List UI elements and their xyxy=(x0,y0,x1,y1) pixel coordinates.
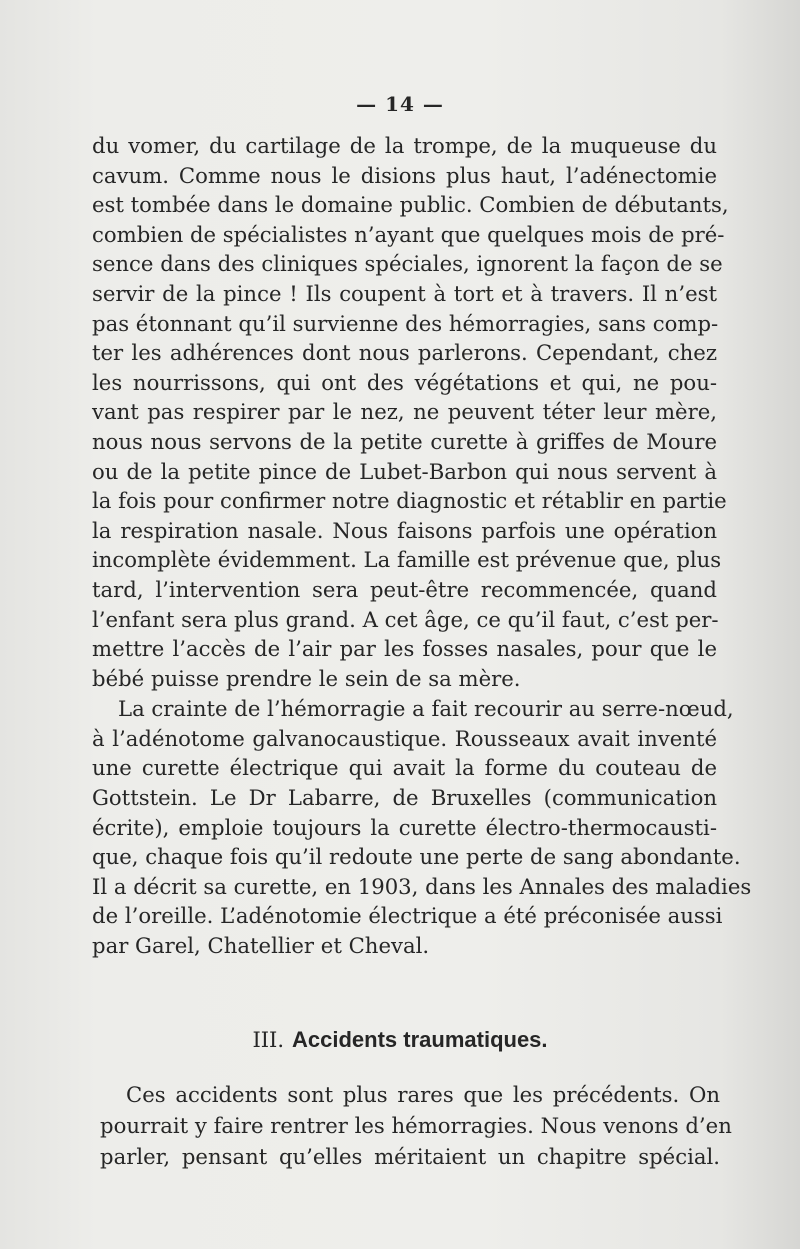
page-number: — 14 — xyxy=(356,92,444,116)
section-title: Accidents traumatiques. xyxy=(292,1027,548,1052)
body-text xyxy=(92,131,752,961)
text-line: par Garel, Chatellier et Cheval. xyxy=(92,933,430,959)
text-line: écrite), emploie toujours la curette électro-thermocausti- xyxy=(92,814,717,840)
text-line: bébé puisse prendre le sein de sa mère. xyxy=(92,665,521,691)
paragraph-1 xyxy=(92,131,729,693)
section-body-text xyxy=(100,1079,732,1172)
text-line: Il a décrit sa curette, en 1903, dans les Annales des maladies xyxy=(92,873,752,899)
text-line: tard, l’intervention sera peut-être recommencée, quand xyxy=(92,576,717,602)
section-number: III. xyxy=(252,1028,285,1052)
text-line: pas étonnant qu’il survienne des hémorragies, sans comp- xyxy=(92,310,719,336)
text-line: ter les adhérences dont nous parlerons. Cependant, chez xyxy=(92,340,717,366)
text-line: sence dans des cliniques spéciales, ignorent la façon de se xyxy=(92,251,723,277)
text-line: Gottstein. Le Dr Labarre, de Bruxelles (communication xyxy=(92,785,717,811)
text-line: pourrait y faire rentrer les hémorragies. Nous venons d’en xyxy=(100,1113,732,1138)
section-heading xyxy=(0,1027,800,1053)
text-line: nous nous servons de la petite curette à griffes de Moure xyxy=(92,428,717,454)
text-line: La crainte de l’hémorragie a fait recourir au serre-nœud, xyxy=(118,696,734,722)
text-line: les nourrissons, qui ont des végétations et qui, ne pou- xyxy=(92,369,717,395)
text-line: Ces accidents sont plus rares que les précédents. On xyxy=(126,1082,720,1107)
text-line: la fois pour confirmer notre diagnostic et rétablir en partie xyxy=(92,488,727,514)
text-line: vant pas respirer par le nez, ne peuvent téter leur mère, xyxy=(92,399,717,425)
text-line: que, chaque fois qu’il redoute une perte de sang abondante. xyxy=(92,844,741,870)
text-line: la respiration nasale. Nous faisons parfois une opération xyxy=(92,517,717,543)
paragraph-2 xyxy=(92,694,752,960)
text-line: l’enfant sera plus grand. A cet âge, ce qu’il faut, c’est per- xyxy=(92,606,719,632)
text-line: ou de la petite pince de Lubet-Barbon qui nous servent à xyxy=(92,458,717,484)
text-line: mettre l’accès de l’air par les fosses nasales, pour que le xyxy=(92,636,717,662)
text-line: servir de la pince ! Ils coupent à tort et à travers. Il n’est xyxy=(92,280,717,306)
text-line: de l’oreille. L’adénotomie électrique a été préconisée aussi xyxy=(92,903,723,929)
text-line: du vomer, du cartilage de la trompe, de la muqueuse du xyxy=(92,133,717,158)
text-line: incomplète évidemment. La famille est prévenue que, plus xyxy=(92,547,722,573)
text-line: cavum. Comme nous le disions plus haut, l’adénectomie xyxy=(92,162,717,188)
text-line: combien de spécialistes n’ayant que quelques mois de pré- xyxy=(92,221,725,247)
text-line: à l’adénotome galvanocaustique. Rousseaux avait inventé xyxy=(92,725,717,751)
text-line: parler, pensant qu’elles méritaient un chapitre spécial. xyxy=(100,1144,720,1169)
text-line: est tombée dans le domaine public. Combien de débutants, xyxy=(92,192,729,218)
text-line: une curette électrique qui avait la forme du couteau de xyxy=(92,755,717,781)
